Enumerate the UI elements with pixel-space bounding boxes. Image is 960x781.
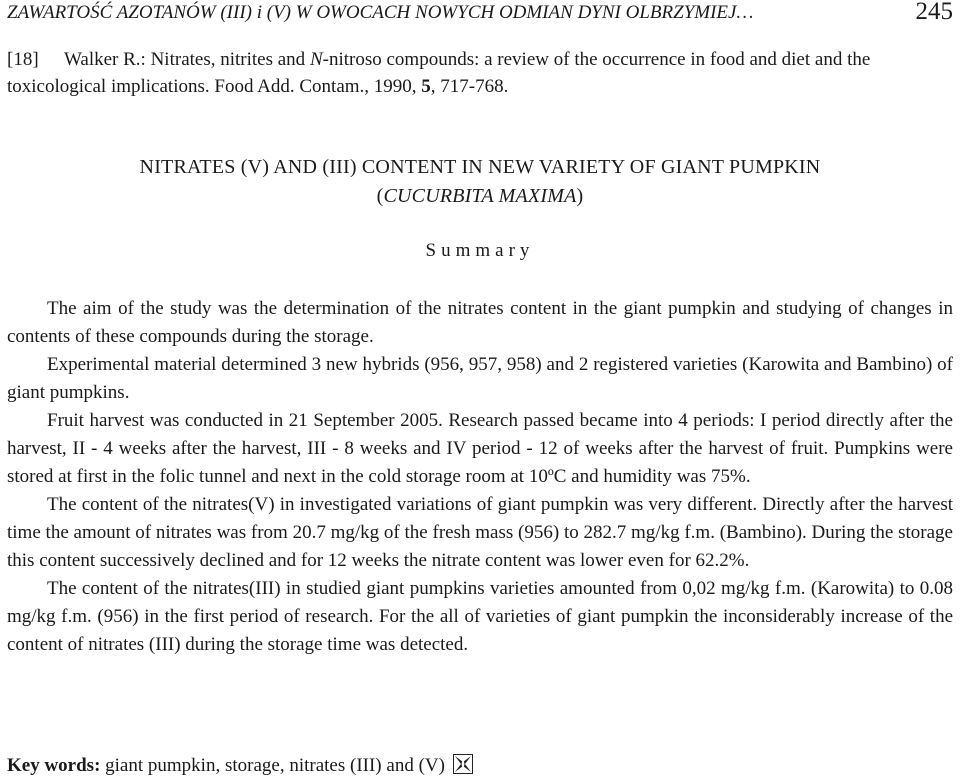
summary-heading: Summary [425, 240, 535, 261]
reference-entry [7, 46, 953, 100]
title-line-2 [0, 182, 960, 211]
summary-paragraph: Experimental material determined 3 new hybrids (956, 957, 958) and 2 registered varieties (Karowita and Bambino) of giant pumpkins. [7, 354, 953, 403]
reference-text-part3: , 717-768. [430, 76, 509, 97]
title-paren-open: ( [376, 185, 384, 207]
reference-text-part1: Walker R.: Nitrates, nitrites and [64, 49, 310, 70]
keywords-label: Key words: [7, 755, 101, 776]
summary-paragraph: The content of the nitrates(V) in investigated variations of giant pumpkin was very different. Directly after the harvest time the amount of nitrates was from 20.7 mg/kg of the fresh mass (956) to 282.7 mg/kg f.m. (Bambino). During the storage this content successively declined and for 12 weeks the nitrate content was lower even for 62.2%. [7, 494, 953, 571]
keywords-line [7, 754, 473, 780]
paper-title [0, 153, 960, 211]
reference-volume: 5 [421, 76, 431, 97]
summary-paragraph: The aim of the study was the determination of the nitrates content in the giant pumpkin and studying of changes in contents of these compounds during the storage. [7, 298, 953, 347]
reference-text-part2: -nitroso compounds: a review of the occurrence in food and diet and the toxicological implications. Food Add. Contam., 1990, [7, 49, 871, 97]
title-paren-close: ) [576, 185, 584, 207]
summary-paragraph: The content of the nitrates(III) in studied giant pumpkins varieties amounted from 0,02 mg/kg f.m. (Karowita) to 0.08 mg/kg f.m. (956) in the first period of research. For the all of varieties of giant pumpkin the inconsiderably increase of the content of nitrates (III) during the storage time was detected. [7, 578, 953, 655]
running-title: ZAWARTOŚĆ AZOTANÓW (III) i (V) W OWOCACH NOWYCH ODMIAN DYNI OLBRZYMIEJ… [7, 2, 754, 23]
summary-paragraph: Fruit harvest was conducted in 21 September 2005. Research passed became into 4 periods: I period directly after the harvest, II - 4 weeks after the harvest, III - 8 weeks and IV period - 12 of weeks after the harvest of fruit. Pumpkins were stored at first in the folic tunnel and next in the cold storage room at 10ºC and humidity was 75%. [7, 410, 953, 487]
page-number: 245 [915, 0, 953, 25]
title-line-1: NITRATES (V) AND (III) CONTENT IN NEW VARIETY OF GIANT PUMPKIN [139, 156, 821, 178]
keywords-text: giant pumpkin, storage, nitrates (III) and (V) [100, 755, 445, 776]
summary-body [7, 295, 953, 659]
reference-italic-n: N [309, 49, 323, 70]
reference-number: [18] [7, 49, 39, 70]
ornament-icon [453, 754, 473, 780]
title-latin-name: CUCURBITA MAXIMA [383, 185, 577, 207]
running-header [7, 0, 953, 30]
